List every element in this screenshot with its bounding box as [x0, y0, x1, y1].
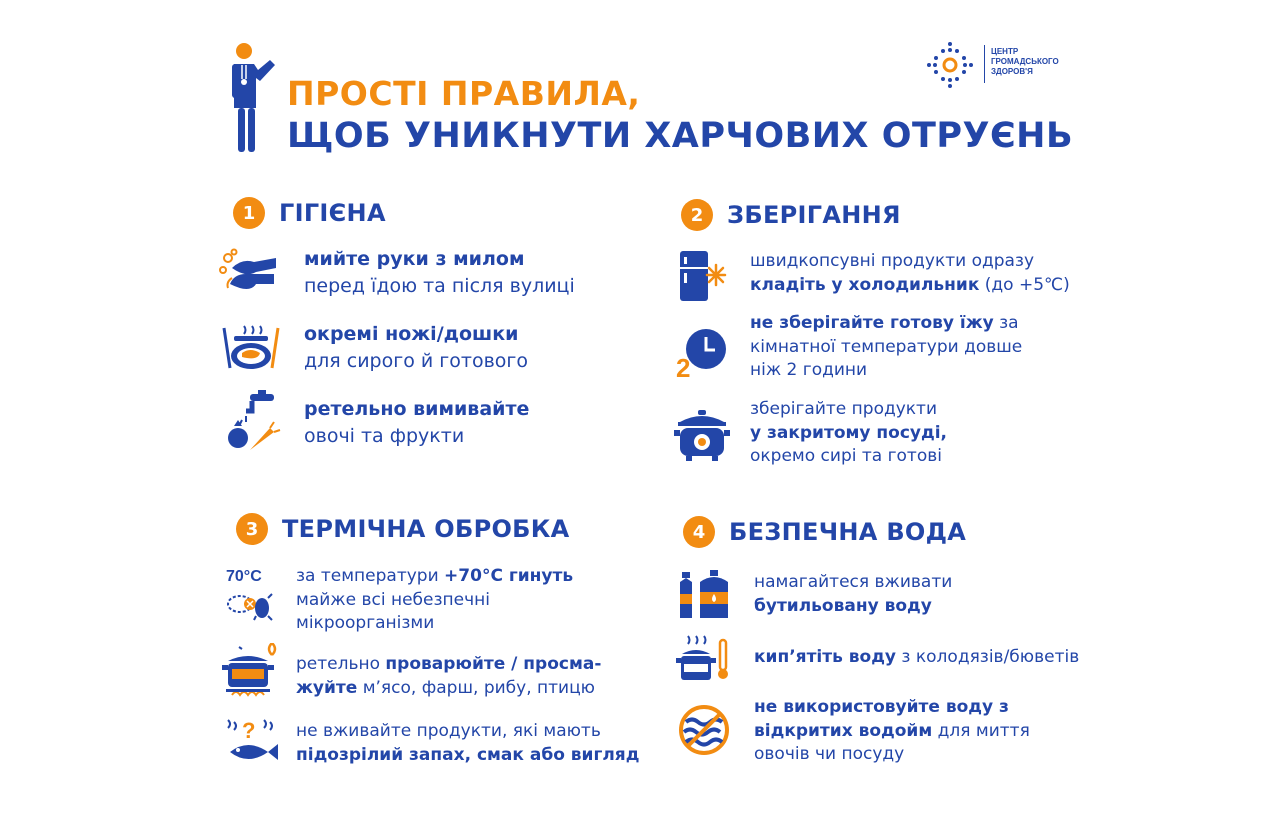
- item-text: не вживайте продукти, які мають: [296, 721, 601, 741]
- item-bold-text: кип’ятіть воду: [754, 647, 897, 667]
- storage-item-3: [750, 398, 947, 469]
- hygiene-item-2: [304, 321, 528, 375]
- water-item-1: [754, 571, 952, 618]
- item-text: зберігайте продукти: [750, 399, 937, 419]
- item-text: ніж 2 години: [750, 360, 868, 380]
- item-text: ретельно: [296, 654, 386, 674]
- item-bold-text: бутильовану воду: [754, 595, 932, 616]
- logo-divider: [984, 45, 985, 83]
- item-text: кімнатної температури довше: [750, 336, 1023, 357]
- item-text: швидкопсувні продукти одразу: [750, 251, 1035, 271]
- item-text: мікроорганізми: [296, 613, 435, 633]
- item-text: за температури: [296, 566, 445, 586]
- item-text: овочів чи посуду: [754, 744, 905, 764]
- item-text: для сирого й готового: [304, 350, 528, 372]
- item-bold-text: підозрілий запах, смак або вигляд: [296, 744, 640, 765]
- hand-washing-icon: [218, 248, 280, 298]
- item-text: овочі та фрукти: [304, 425, 465, 447]
- item-bold-text: +70°C гинуть: [444, 566, 574, 586]
- item-text: для миття: [932, 720, 1030, 741]
- section-title: ГІГІЄНА: [279, 199, 386, 227]
- item-text: за: [993, 313, 1019, 333]
- logo-line-3: ЗДОРОВ'Я: [991, 67, 1033, 76]
- item-text: майже всі небезпечні: [296, 589, 490, 610]
- section-title: БЕЗПЕЧНА ВОДА: [729, 518, 967, 546]
- section-title: ЗБЕРІГАННЯ: [727, 201, 901, 229]
- section-number: 2: [681, 199, 713, 231]
- section-hygiene-header: [233, 197, 386, 229]
- boiling-water-icon: [676, 634, 732, 682]
- svg-text:?: ?: [242, 718, 256, 743]
- section-heat-treatment-header: [236, 513, 570, 545]
- logo-text: [991, 47, 1059, 77]
- heat-item-3: [296, 720, 639, 767]
- clock-two-hours-icon: [676, 327, 728, 379]
- item-text: окремо сирі та готові: [750, 446, 942, 466]
- item-bold-text: жуйте: [296, 677, 358, 698]
- title-line-2: ЩОБ УНИКНУТИ ХАРЧОВИХ ОТРУЄНЬ: [287, 116, 1074, 156]
- title-line-1: ПРОСТІ ПРАВИЛА,: [287, 74, 641, 113]
- water-item-3: [754, 696, 1030, 767]
- item-bold-text: відкритих водойм: [754, 720, 933, 741]
- fridge-icon: [676, 249, 730, 303]
- heat-item-2: [296, 653, 601, 700]
- heat-item-1: [296, 565, 573, 636]
- item-bold-text: не використовуйте воду з: [754, 697, 1009, 717]
- washing-vegetables-icon: [222, 390, 282, 456]
- item-bold-text: проварюйте / просма-: [385, 654, 602, 674]
- item-bold-text: у закритому посуді,: [750, 422, 947, 443]
- item-bold-text: окремі ножі/дошки: [304, 323, 519, 345]
- public-health-center-logo-icon: [926, 41, 974, 89]
- hygiene-item-1: [304, 246, 575, 300]
- logo-line-2: ГРОМАДСЬКОГО: [991, 57, 1059, 66]
- item-text: перед їдою та після вулиці: [304, 275, 575, 297]
- no-open-water-icon: [678, 704, 730, 756]
- knives-boards-icon: [220, 320, 282, 372]
- bottled-water-icon: [676, 570, 732, 620]
- section-number: 4: [683, 516, 715, 548]
- section-number: 1: [233, 197, 265, 229]
- cooking-pot-icon: [222, 643, 282, 701]
- item-text: намагайтеся вживати: [754, 572, 953, 592]
- item-bold-text: кладіть у холодильник: [750, 274, 980, 295]
- item-bold-text: не зберігайте готову їжу: [750, 313, 994, 333]
- section-safe-water-header: [683, 516, 966, 548]
- temperature-label: 70°C: [226, 568, 262, 585]
- hygiene-item-3: [304, 396, 529, 450]
- suspicious-fish-icon: [224, 718, 280, 764]
- storage-item-2: [750, 312, 1022, 383]
- storage-item-1: [750, 250, 1070, 297]
- item-text: м’ясо, фарш, рибу, птицю: [357, 677, 595, 698]
- doctor-icon: [222, 42, 280, 154]
- item-text: з колодязів/бюветів: [896, 647, 1080, 667]
- section-title: ТЕРМІЧНА ОБРОБКА: [282, 515, 570, 543]
- closed-pot-icon: [674, 410, 730, 462]
- microbes-icon: [222, 588, 274, 622]
- logo-line-1: ЦЕНТР: [991, 47, 1019, 56]
- section-storage-header: [681, 199, 901, 231]
- clock-label: 2: [676, 353, 691, 379]
- section-number: 3: [236, 513, 268, 545]
- item-text: (до +5℃): [979, 274, 1070, 295]
- item-bold-text: ретельно вимивайте: [304, 398, 530, 420]
- water-item-2: [754, 646, 1079, 670]
- item-bold-text: мийте руки з милом: [304, 248, 525, 270]
